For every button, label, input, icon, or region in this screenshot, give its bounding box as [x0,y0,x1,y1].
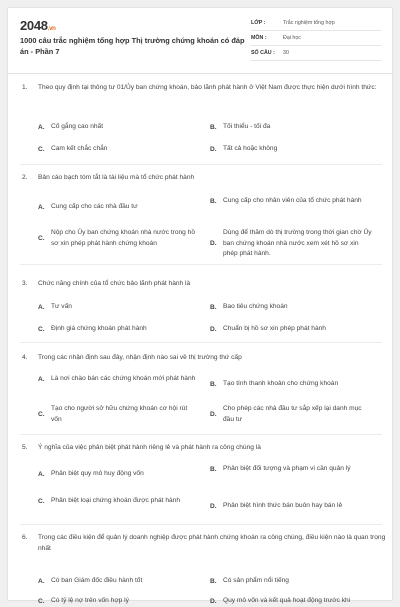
question-text: Ý nghĩa của việc phân biệt phát hành riêng lẻ và phát hành ra công chúng là [38,444,261,451]
option-b[interactable] [210,576,380,587]
option-letter: B. [210,197,217,205]
option-d[interactable] [210,501,380,512]
option-text: Cố gắng cao nhất [51,123,104,130]
option-a[interactable] [38,302,198,313]
option-b[interactable] [210,122,380,133]
site-logo[interactable] [20,18,56,33]
option-c[interactable] [38,496,203,507]
question-stem [22,278,386,289]
option-letter: A. [38,470,45,478]
option-letter: A. [38,577,45,585]
option-text: Nộp cho Ủy ban chứng khoán nhà nước trong hồ sơ xin phép phát hành chứng khoán [51,229,196,247]
option-letter: D. [210,411,217,418]
option-text: Có tỷ lệ nợ trên vốn hợp lý [51,597,129,604]
option-b[interactable] [210,302,380,313]
meta-label: LỚP : [251,20,266,26]
option-a[interactable] [38,122,198,133]
option-text: Là nơi chào bán các chứng khoán mới phát hành [51,375,196,382]
question-number: 1. [22,84,28,91]
meta-row-class [251,16,381,31]
question-number: 4. [22,354,28,361]
option-text: Có ban Giám đốc điều hành tốt [51,577,143,584]
option-text: Tạo cho người sở hữu chứng khoán cơ hội rút vốn [51,405,188,423]
meta-value: 30 [283,50,289,56]
option-text: Phân biệt quy mô huy động vốn [51,470,144,477]
option-c[interactable] [38,324,198,335]
option-text: Tất cả hoặc không [223,145,278,152]
option-text: Định giá chứng khoán phát hành [51,325,147,332]
option-letter: C. [38,411,45,418]
option-a[interactable] [38,374,203,385]
option-text: Cam kết chắc chắn [51,145,108,152]
option-text: Dùng để thăm dò thị trường trong thời gian chờ Ủy ban chứng khoán nhà nước xem xét hồ sơ xin phép phát hành. [223,229,372,257]
meta-row-subject [251,31,381,46]
document-header [8,8,392,74]
option-letter: B. [210,577,217,585]
option-text: Phân biệt hình thức bán buôn hay bán lẻ [223,502,343,509]
option-c[interactable] [38,144,198,155]
question-text: Theo quy định tại thông tư 01/Ủy ban chứng khoán, bảo lãnh phát hành ở Việt Nam được thực hiện dưới hình thức: [38,84,377,91]
option-d[interactable] [210,228,380,260]
option-text: Cung cấp cho các nhà đầu tư [51,202,138,210]
option-a[interactable] [38,576,203,587]
document-page [8,8,392,605]
question-number: 2. [22,174,28,181]
question-stem [22,532,386,554]
option-text: Quy mô vốn và kết quả hoạt động trước khi [223,597,351,604]
option-text: Chuẩn bị hồ sơ xin phép phát hành [223,325,326,332]
question-number: 5. [22,444,28,451]
question-number: 3. [22,280,28,287]
option-letter: A. [38,303,45,311]
question-text: Trong các nhận định sau đây, nhận định nào sai về thị trường thứ cấp [38,354,242,361]
option-letter: A. [38,123,45,131]
option-c[interactable] [38,228,203,249]
option-d[interactable] [210,596,380,607]
option-d[interactable] [210,324,380,335]
option-letter: C. [38,597,45,605]
meta-value: Đại học [283,35,301,41]
option-a[interactable] [38,469,203,480]
meta-label: SỐ CÂU : [251,50,275,56]
question-text: Trong các điều kiện để quản lý doanh nghiệp được phát hành chứng khoán ra công chúng, điều kiện nào là quan trọng nhất [38,534,386,552]
option-letter: D. [210,240,217,248]
question-stem [22,82,386,93]
option-a[interactable] [38,196,198,218]
option-letter: B. [210,465,217,473]
option-b[interactable] [210,196,380,207]
option-text: Cung cấp cho nhân viên của tổ chức phát hành [223,197,362,204]
question-divider [20,434,382,435]
option-text: Có sản phẩm nổi tiếng [223,577,289,584]
option-d[interactable] [210,144,380,155]
option-c[interactable] [38,596,203,607]
option-d[interactable] [210,404,380,425]
option-text: Tối thiểu - tối đa [223,123,271,130]
document-title: 1000 câu trắc nghiệm tổng hợp Thị trường chứng khoán có đáp án - Phần 7 [20,36,245,56]
option-text: Phân biệt loại chứng khoán được phát hành [51,497,180,504]
option-letter: C. [38,325,45,333]
option-text: Tạo tính thanh khoản cho chứng khoán [223,380,339,387]
option-letter: D. [210,597,217,605]
option-letter: B. [210,380,217,388]
document-meta [251,16,381,61]
option-letter: B. [210,303,217,311]
option-letter: A. [38,203,45,211]
meta-row-count [251,46,381,61]
option-letter: C. [38,145,45,153]
option-letter: C. [38,497,45,505]
option-letter: A. [38,375,45,383]
option-letter: D. [210,145,217,153]
logo-suffix: .vn [47,26,56,32]
option-b[interactable] [210,379,380,390]
question-text: Chức năng chính của tổ chức bảo lãnh phát hành là [38,280,191,287]
question-divider [20,524,382,525]
logo-text: 2048 [20,18,48,33]
meta-label: MÔN : [251,35,267,41]
option-b[interactable] [210,464,380,475]
option-text: Tư vấn [51,303,72,310]
question-stem [22,442,386,453]
question-divider [20,342,382,343]
meta-value: Trắc nghiệm tổng hợp [283,20,335,26]
option-letter: C. [38,235,45,242]
option-text: Phân biệt đối tượng và phạm vi cần quản lý [223,465,351,472]
question-divider [20,164,382,165]
question-number: 6. [22,534,28,541]
question-divider [20,264,382,265]
option-c[interactable] [38,404,203,425]
question-stem [22,352,386,363]
option-text: Bao tiêu chứng khoán [223,303,288,310]
option-letter: B. [210,123,217,131]
question-stem [22,172,386,183]
option-letter: D. [210,325,217,333]
option-text: Cho phép các nhà đầu tư sắp xếp lại danh mục đầu tư [223,405,362,423]
option-letter: D. [210,502,217,510]
question-text: Bản cáo bạch tóm tắt là tài liệu mà tổ chức phát hành [38,174,195,181]
